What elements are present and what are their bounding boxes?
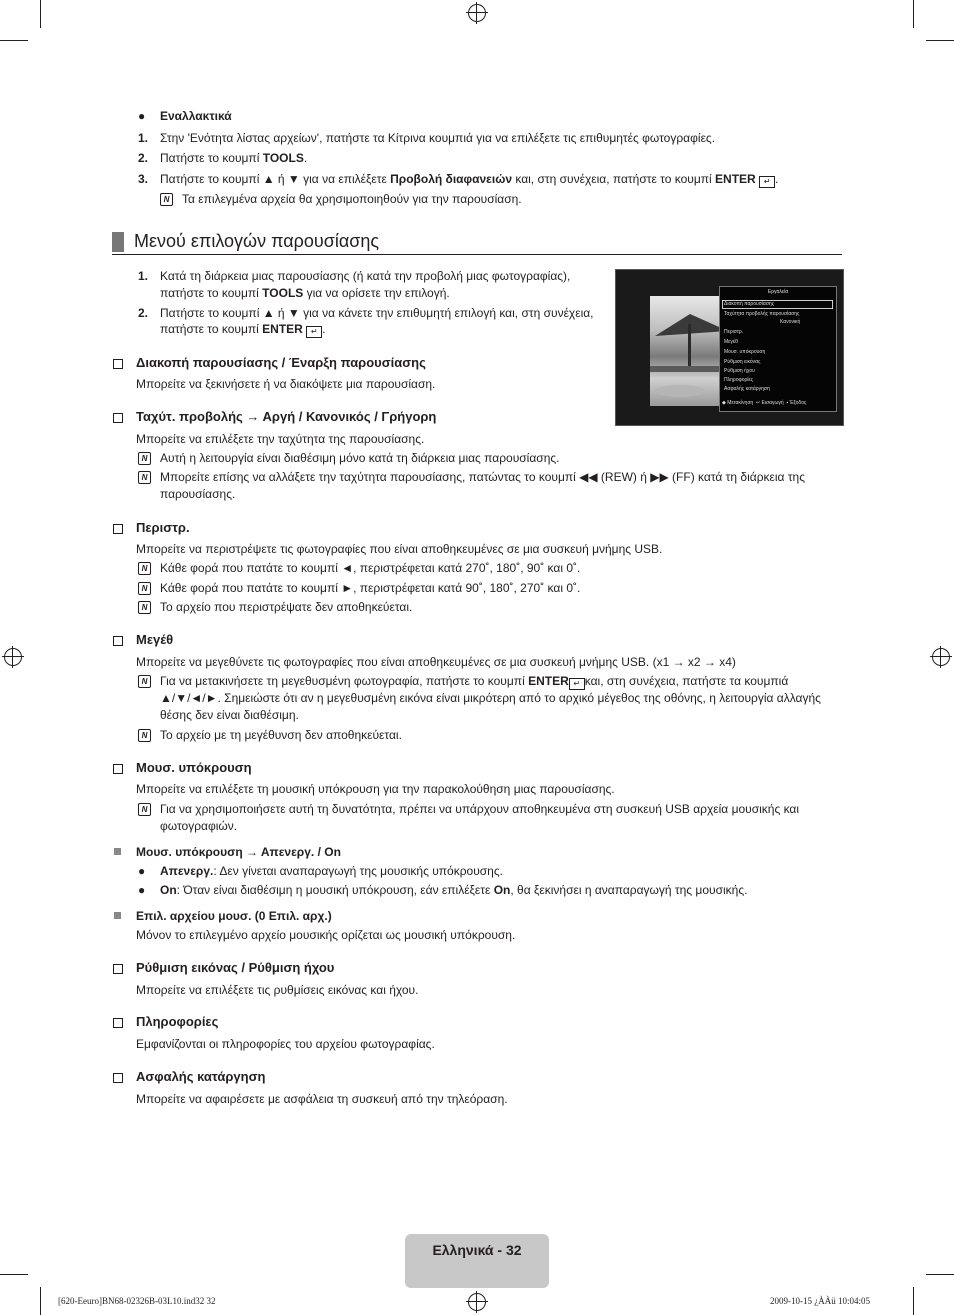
step-text: Πατήστε το κουμπί ▲ ή ▼ για να επιλέξετε Προβολή διαφανειών και, στη συνέχεια, πατήστε το κουμπί ENTER ↵ .: [160, 172, 779, 186]
subsection-title: Μουσ. υπόκρουση → Απενεργ. / On: [136, 845, 341, 859]
note-icon: N: [138, 601, 151, 614]
section-title: Ταχύτ. προβολής → Αργή / Κανονικός / Γρήγορη: [136, 409, 437, 424]
bullet-icon: ●: [138, 864, 146, 878]
step-text: Πατήστε το κουμπί ▲ ή ▼ για να κάνετε την επιθυμητή επιλογή και, στη συνέχεια,: [160, 306, 594, 320]
tools-menu-item[interactable]: Ρύθμιση ήχου: [724, 368, 755, 374]
registration-mark-icon: [468, 1293, 486, 1311]
note-text: παρουσίασης.: [160, 487, 236, 501]
note-icon: N: [138, 675, 151, 688]
tools-menu-item[interactable]: Περιστρ.: [724, 329, 744, 335]
note-text: θέσης δεν είναι διαθέσιμη.: [160, 708, 299, 722]
heading-marker: [112, 232, 124, 252]
registration-mark-icon: [468, 4, 486, 22]
step-text: Κατά τη διάρκεια μιας παρουσίασης (ή κατά την προβολή μιας φωτογραφίας),: [160, 269, 571, 283]
tools-menu-item[interactable]: Ασφαλής κατάργηση: [724, 386, 770, 392]
section-text: Μπορείτε να αφαιρέσετε με ασφάλεια τη συσκευή από την τηλεόραση.: [136, 1092, 508, 1106]
bullet-icon: ●: [138, 109, 146, 123]
square-bullet-icon: [114, 912, 121, 919]
crop-mark: [40, 0, 41, 28]
beach-umbrella-image: [650, 296, 730, 406]
step-number: 2.: [138, 306, 149, 320]
note-icon: N: [138, 562, 151, 575]
note-text: Για να χρησιμοποιήσετε αυτή τη δυνατότητα, πρέπει να υπάρχουν αποθηκευμένα στη συσκευή USB αρχεία μουσικής και: [160, 802, 800, 816]
enter-icon: ↵: [759, 176, 775, 188]
crop-mark: [913, 0, 914, 28]
checkbox-icon: [113, 964, 123, 974]
crop-mark: [40, 1287, 41, 1315]
section-text: Εμφανίζονται οι πληροφορίες του αρχείου φωτογραφίας.: [136, 1037, 435, 1051]
section-title: Πληροφορίες: [136, 1014, 219, 1029]
tv-screenshot: [615, 269, 844, 426]
tools-menu-item[interactable]: Ταχύτητα προβολής παρουσίασης: [724, 311, 800, 317]
section-text: Μπορείτε να επιλέξετε τις ρυθμίσεις εικόνας και ήχου.: [136, 983, 419, 997]
note-text: Κάθε φορά που πατάτε το κουμπί ►, περιστρέφεται κατά 90˚, 180˚, 270˚ και 0˚.: [160, 581, 581, 595]
crop-mark: [913, 1287, 914, 1315]
section-title: Περιστρ.: [136, 520, 190, 535]
note-icon: N: [138, 471, 151, 484]
step-text: πατήστε το κουμπί TOOLS για να ορίσετε την επιλογή.: [160, 286, 450, 300]
note-icon: N: [138, 729, 151, 742]
file-info: [620-Eeuro]BN68-02326B-03L10.ind32 32: [58, 1296, 216, 1306]
note-icon: N: [138, 452, 151, 465]
heading-rule: [112, 254, 842, 255]
page-title: Μενού επιλογών παρουσίασης: [134, 231, 380, 251]
section-text: Μπορείτε να ξεκινήσετε ή να διακόψετε μια παρουσίαση.: [136, 377, 436, 391]
step-number: 2.: [138, 151, 149, 165]
intro-bullet: Εναλλακτικά: [160, 109, 232, 123]
checkbox-icon: [113, 413, 123, 423]
note-text: Για να μετακινήσετε τη μεγεθυσμένη φωτογραφία, πατήστε το κουμπί ENTER ↵ και, στη συνέχεια, πατήστε τα κουμπιά: [160, 674, 789, 688]
crop-mark: [926, 1274, 954, 1275]
section-text: Μόνον το επιλεγμένο αρχείο μουσικής ορίζεται ως μουσική υπόκρουση.: [136, 928, 516, 942]
subsection-title: Επιλ. αρχείου μουσ. (0 Επιλ. αρχ.): [136, 909, 332, 923]
section-title: Διακοπή παρουσίασης / Έναρξη παρουσίασης: [136, 355, 426, 370]
step-number: 3.: [138, 172, 149, 186]
step-number: 1.: [138, 131, 149, 145]
bullet-text: Απενεργ.: Δεν γίνεται αναπαραγωγή της μουσικής υπόκρουσης.: [160, 864, 503, 878]
registration-mark-icon: [4, 648, 22, 666]
crop-mark: [0, 40, 28, 41]
section-title: Ασφαλής κατάργηση: [136, 1069, 266, 1084]
tools-menu-item[interactable]: Διακοπή παρουσίασης: [722, 300, 833, 309]
page-number: Ελληνικά - 32: [432, 1242, 522, 1258]
tools-menu-title: Εργαλεία: [767, 289, 789, 295]
section-text: Μπορείτε να επιλέξετε τη μουσική υπόκρουση για την παρακολούθηση μιας παρουσίασης.: [136, 782, 615, 796]
note-text: Αυτή η λειτουργία είναι διαθέσιμη μόνο κατά τη διάρκεια μιας παρουσίασης.: [160, 451, 560, 465]
note-text: ▲/▼/◄/►. Σημειώστε ότι αν η μεγεθυσμένη εικόνα είναι μικρότερη από το αρχικό μέγεθος της οθόνης, η λειτουργία αλλαγής: [160, 691, 821, 705]
note-text: φωτογραφιών.: [160, 819, 238, 833]
checkbox-icon: [113, 359, 123, 369]
note-icon: N: [138, 803, 151, 816]
section-text: Μπορείτε να μεγεθύνετε τις φωτογραφίες που είναι αποθηκευμένες σε μια συσκευή μνήμης USB. (x1 → x2 → x4): [136, 655, 736, 669]
tools-menu-item[interactable]: Ρύθμιση εικόνας: [724, 359, 761, 365]
section-text: Μπορείτε να περιστρέψετε τις φωτογραφίες που είναι αποθηκευμένες σε μια συσκευή μνήμης USB.: [136, 542, 663, 556]
note-icon: N: [160, 193, 173, 206]
tools-menu[interactable]: [719, 286, 837, 412]
enter-icon: ↵: [569, 678, 585, 690]
section-title: Μουσ. υπόκρουση: [136, 760, 252, 775]
checkbox-icon: [113, 764, 123, 774]
bullet-icon: ●: [138, 883, 146, 897]
step-text: Στην 'Ενότητα λίστας αρχείων', πατήστε τα Κίτρινα κουμπιά για να επιλέξετε τις επιθυμητές φωτογραφίες.: [160, 131, 716, 145]
date-info: 2009-10-15 ¿ÀÀü 10:04:05: [770, 1296, 870, 1306]
checkbox-icon: [113, 636, 123, 646]
step-text: πατήστε το κουμπί ENTER ↵ .: [160, 322, 326, 336]
tools-menu-item[interactable]: Μουσ. υπόκρουση: [724, 349, 766, 355]
tools-menu-value: Κανονική: [780, 319, 801, 325]
checkbox-icon: [113, 1073, 123, 1083]
checkbox-icon: [113, 524, 123, 534]
tools-menu-item[interactable]: Μεγέθ: [724, 339, 738, 345]
tools-menu-item[interactable]: Πληροφορίες: [724, 377, 754, 383]
crop-mark: [0, 1274, 28, 1275]
square-bullet-icon: [114, 848, 121, 855]
enter-icon: ↵: [306, 326, 322, 338]
crop-mark: [926, 40, 954, 41]
note-icon: N: [138, 582, 151, 595]
section-title: Ρύθμιση εικόνας / Ρύθμιση ήχου: [136, 960, 335, 975]
note-text: Τα επιλεγμένα αρχεία θα χρησιμοποιηθούν για την παρουσίαση.: [182, 192, 522, 206]
step-number: 1.: [138, 269, 149, 283]
note-text: Μπορείτε επίσης να αλλάξετε την ταχύτητα παρουσίασης, πατώντας το κουμπί ◀◀ (REW) ή ▶▶ (FF) κατά τη διάρκεια της: [160, 470, 806, 484]
registration-mark-icon: [932, 648, 950, 666]
bullet-text: On: Όταν είναι διαθέσιμη η μουσική υπόκρουση, εάν επιλέξετε On, θα ξεκινήσει η αναπαραγωγή της μουσικής.: [160, 883, 748, 897]
step-text: Πατήστε το κουμπί TOOLS.: [160, 151, 308, 165]
section-title: Μεγέθ: [136, 632, 174, 647]
note-text: Το αρχείο που περιστρέψατε δεν αποθηκεύεται.: [160, 600, 413, 614]
checkbox-icon: [113, 1018, 123, 1028]
note-text: Το αρχείο με τη μεγέθυνση δεν αποθηκεύεται.: [160, 728, 402, 742]
section-text: Μπορείτε να επιλέξετε την ταχύτητα της παρουσίασης.: [136, 432, 425, 446]
slideshow-photo: [650, 296, 730, 406]
tools-menu-footer: ◆ Μετακίνηση ↵ Εισαγωγή ▪ Έξοδος: [722, 400, 807, 406]
note-text: Κάθε φορά που πατάτε το κουμπί ◄, περιστρέφεται κατά 270˚, 180˚, 90˚ και 0˚.: [160, 561, 581, 575]
